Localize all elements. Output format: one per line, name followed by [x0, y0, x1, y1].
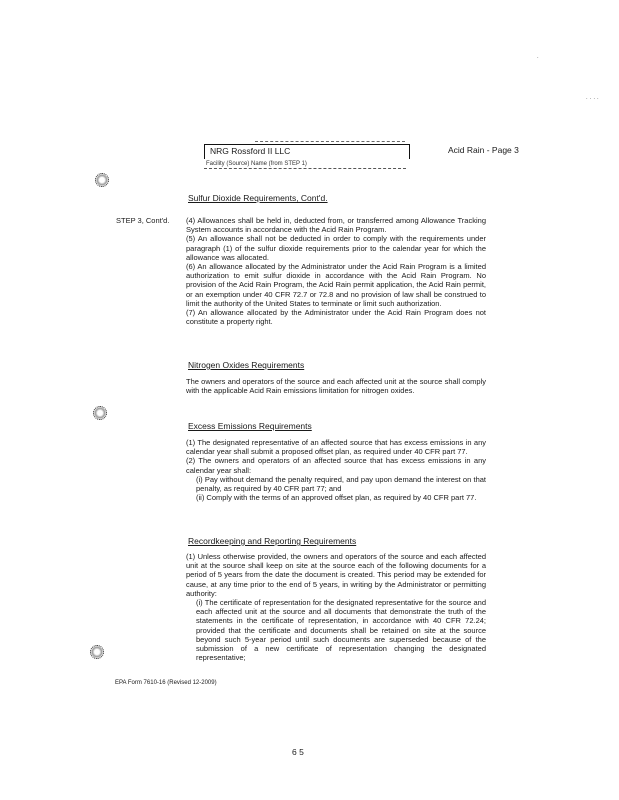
- punch-hole-icon: [93, 406, 107, 420]
- page-label: Acid Rain - Page 3: [448, 145, 519, 155]
- excess-paragraph-2-ii: (ii) Comply with the terms of an approved offset plan, as required by 40 CFR part 77.: [196, 493, 477, 503]
- sulfur-paragraph: (5) An allowance shall not be deducted in order to comply with the requirements under paragraph (1) of the sulfur dioxide requirements prior to the calendar year for which the allowance was allocated.: [186, 234, 486, 262]
- excess-paragraph-1: (1) The designated representative of an affected source that has excess emissions in any calendar year shall submit a proposed offset plan, as required under 40 CFR part 77.: [186, 438, 486, 457]
- punch-hole-icon: [90, 645, 104, 659]
- nox-section-title: Nitrogen Oxides Requirements: [188, 360, 305, 370]
- facility-name: NRG Rossford II LLC: [210, 146, 291, 156]
- facility-subtitle: Facility (Source) Name (from STEP 1): [206, 161, 307, 167]
- punch-hole-icon: [95, 173, 109, 187]
- scan-speck: ·: [537, 55, 539, 61]
- sulfur-paragraphs: [186, 216, 486, 326]
- sulfur-paragraph: (6) An allowance allocated by the Administrator under the Acid Rain Program is a limited authorization to emit sulfur dioxide in accordance with the Acid Rain Program. No provision of the Acid Rain Program, the Acid Rain permit application, the Acid Rain permit, or an exemption under 40 CFR 72.7 or 72.8 and no provision of law shall be construed to limit the authority of the United States to terminate or limit such authorization.: [186, 262, 486, 308]
- records-section-title: Recordkeeping and Reporting Requirements: [188, 536, 357, 546]
- nox-paragraph: The owners and operators of the source and each affected unit at the source shall comply with the applicable Acid Rain emissions limitation for nitrogen oxides.: [186, 377, 486, 396]
- step-label: STEP 3, Cont'd.: [116, 216, 170, 225]
- sulfur-paragraph: (4) Allowances shall be held in, deducted from, or transferred among Allowance Tracking System accounts in accordance with the Acid Rain Program.: [186, 216, 486, 235]
- header-top-rule: [255, 141, 405, 142]
- excess-paragraph-2-i: (i) Pay without demand the penalty required, and pay upon demand the interest on that penalty, as required by 40 CFR part 77; and: [196, 474, 486, 494]
- facility-box-bottom-rule: [204, 168, 406, 169]
- page-number: 6 5: [292, 747, 304, 757]
- excess-section-title: Excess Emissions Requirements: [188, 421, 312, 431]
- records-paragraph-1-i: (i) The certificate of representation for the designated representative for the source and each affected unit at the source and all documents that demonstrate the truth of the statements in the certificate of representation, in accordance with 40 CFR 72.24; provided that the certificate and documents shall be retained on site at the source beyond such 5-year period until such documents are superseded because of the submission of a new certificate of representation changing the designated representative;: [196, 598, 486, 663]
- sulfur-paragraph: (7) An allowance allocated by the Administrator under the Acid Rain Program does not constitute a property right.: [186, 308, 486, 327]
- excess-paragraph-2: (2) The owners and operators of an affected source that has excess emissions in any calendar year shall:: [186, 456, 486, 475]
- sulfur-section-title: Sulfur Dioxide Requirements, Cont'd.: [188, 193, 328, 203]
- corner-scan-dots: ····: [586, 96, 601, 102]
- records-paragraphs: [186, 552, 486, 662]
- form-id: EPA Form 7610-16 (Revised 12-2009): [115, 680, 217, 686]
- records-paragraph-1: (1) Unless otherwise provided, the owners and operators of the source and each affected unit at the source shall keep on site at the source each of the following documents for a period of 5 years from the date the document is created. This period may be extended for cause, at any time prior to the end of 5 years, in writing by the Administrator or permitting authority:: [186, 552, 486, 598]
- excess-paragraphs: [186, 438, 486, 502]
